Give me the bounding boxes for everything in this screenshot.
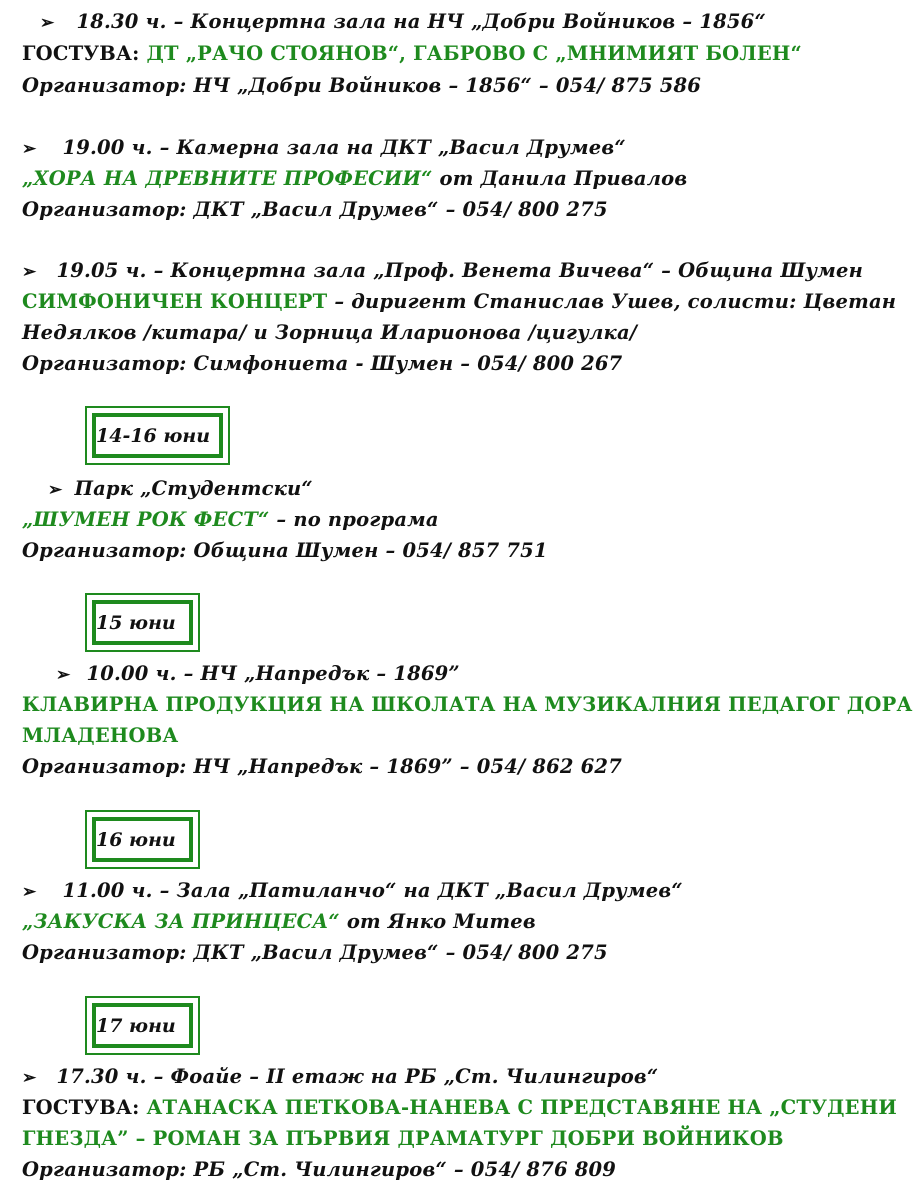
event-title-highlight: КЛАВИРНА ПРОДУКЦИЯ НА ШКОЛАТА НА МУЗИКАЛНИЯ ПЕДАГОГ ДОРА [22, 693, 913, 716]
event-heading [56, 662, 460, 685]
event-title-rest: – диригент Станислав Ушев, солисти: Цветан [327, 290, 897, 313]
date-header [85, 996, 200, 1055]
event-title-rest: от Данила Привалов [432, 167, 688, 190]
event-title-highlight: „ХОРА НА ДРЕВНИТЕ ПРОФЕСИИ“ [22, 167, 433, 190]
arrow-bullet-icon: ➢ [22, 139, 37, 159]
event-title-highlight-line2: МЛАДЕНОВА [22, 724, 179, 747]
event-heading [22, 879, 683, 902]
event-title-rest: от Янко Митев [339, 910, 536, 933]
guest-label: ГОСТУВА: [22, 1096, 140, 1119]
event-title-highlight: ДТ „РАЧО СТОЯНОВ“, ГАБРОВО С „МНИМИЯТ БОЛЕН“ [146, 42, 802, 65]
event-title-line2 [22, 1127, 784, 1150]
event-title-highlight: „ЗАКУСКА ЗА ПРИНЦЕСА“ [22, 910, 340, 933]
event-time-venue: 11.00 ч. – Зала „Патиланчо“ на ДКТ „Васил Друмев“ [62, 879, 683, 902]
event-title [22, 1096, 897, 1119]
event-title-line2 [22, 724, 179, 747]
event-time-venue: 18.30 ч. – Концертна зала на НЧ „Добри Войников – 1856“ [76, 10, 766, 33]
date-header [85, 593, 200, 652]
date-label: 17 юни [96, 1014, 176, 1037]
event-heading [22, 1065, 658, 1088]
arrow-bullet-icon: ➢ [40, 13, 55, 33]
event-heading [22, 136, 626, 159]
event-organizer: Организатор: Община Шумен – 054/ 857 751 [22, 539, 548, 562]
date-header [85, 810, 200, 869]
event-organizer: Организатор: РБ „Ст. Чилингиров“ – 054/ 876 809 [22, 1158, 617, 1181]
event-title-highlight: „ШУМЕН РОК ФЕСТ“ [22, 508, 270, 531]
event-organizer: Организатор: ДКТ „Васил Друмев“ – 054/ 800 275 [22, 941, 608, 964]
event-heading [22, 259, 863, 282]
event-heading [48, 477, 313, 500]
event-heading [40, 10, 766, 33]
event-title-highlight: СИМФОНИЧЕН КОНЦЕРТ [22, 290, 328, 313]
event-time-venue: Парк „Студентски“ [74, 477, 313, 500]
event-title [22, 290, 896, 313]
event-title [22, 42, 802, 65]
event-title-line2: Недялков /китара/ и Зорница Иларионова /цигулка/ [22, 321, 638, 344]
event-organizer: Организатор: НЧ „Напредък – 1869” – 054/ 862 627 [22, 755, 622, 778]
event-title-highlight-line2: ГНЕЗДА” – РОМАН ЗА ПЪРВИЯ ДРАМАТУРГ ДОБРИ ВОЙНИКОВ [22, 1127, 784, 1150]
arrow-bullet-icon: ➢ [22, 882, 37, 902]
event-organizer: Организатор: ДКТ „Васил Друмев“ – 054/ 800 275 [22, 198, 608, 221]
event-organizer: Организатор: НЧ „Добри Войников – 1856“ – 054/ 875 586 [22, 74, 702, 97]
arrow-bullet-icon: ➢ [22, 262, 37, 282]
event-organizer: Организатор: Симфониета - Шумен – 054/ 800 267 [22, 352, 623, 375]
event-title-rest: – по програма [269, 508, 439, 531]
date-label: 16 юни [96, 828, 176, 851]
arrow-bullet-icon: ➢ [48, 480, 63, 500]
date-header [85, 406, 230, 465]
event-title [22, 508, 439, 531]
arrow-bullet-icon: ➢ [56, 665, 71, 685]
event-title [22, 693, 913, 716]
event-time-venue: 17.30 ч. – Фоайе – II етаж на РБ „Ст. Чилингиров“ [56, 1065, 659, 1088]
guest-label: ГОСТУВА: [22, 42, 140, 65]
event-title [22, 167, 687, 190]
event-time-venue: 19.00 ч. – Камерна зала на ДКТ „Васил Друмев“ [62, 136, 626, 159]
event-time-venue: 10.00 ч. – НЧ „Напредък – 1869” [86, 662, 460, 685]
event-title-highlight: АТАНАСКА ПЕТКОВА-НАНЕВА С ПРЕДСТАВЯНЕ НА „СТУДЕНИ [146, 1096, 897, 1119]
date-label: 14-16 юни [96, 424, 211, 447]
date-label: 15 юни [96, 611, 176, 634]
event-time-venue: 19.05 ч. – Концертна зала „Проф. Венета Вичева“ – Община Шумен [56, 259, 864, 282]
arrow-bullet-icon: ➢ [22, 1068, 37, 1088]
event-title [22, 910, 536, 933]
